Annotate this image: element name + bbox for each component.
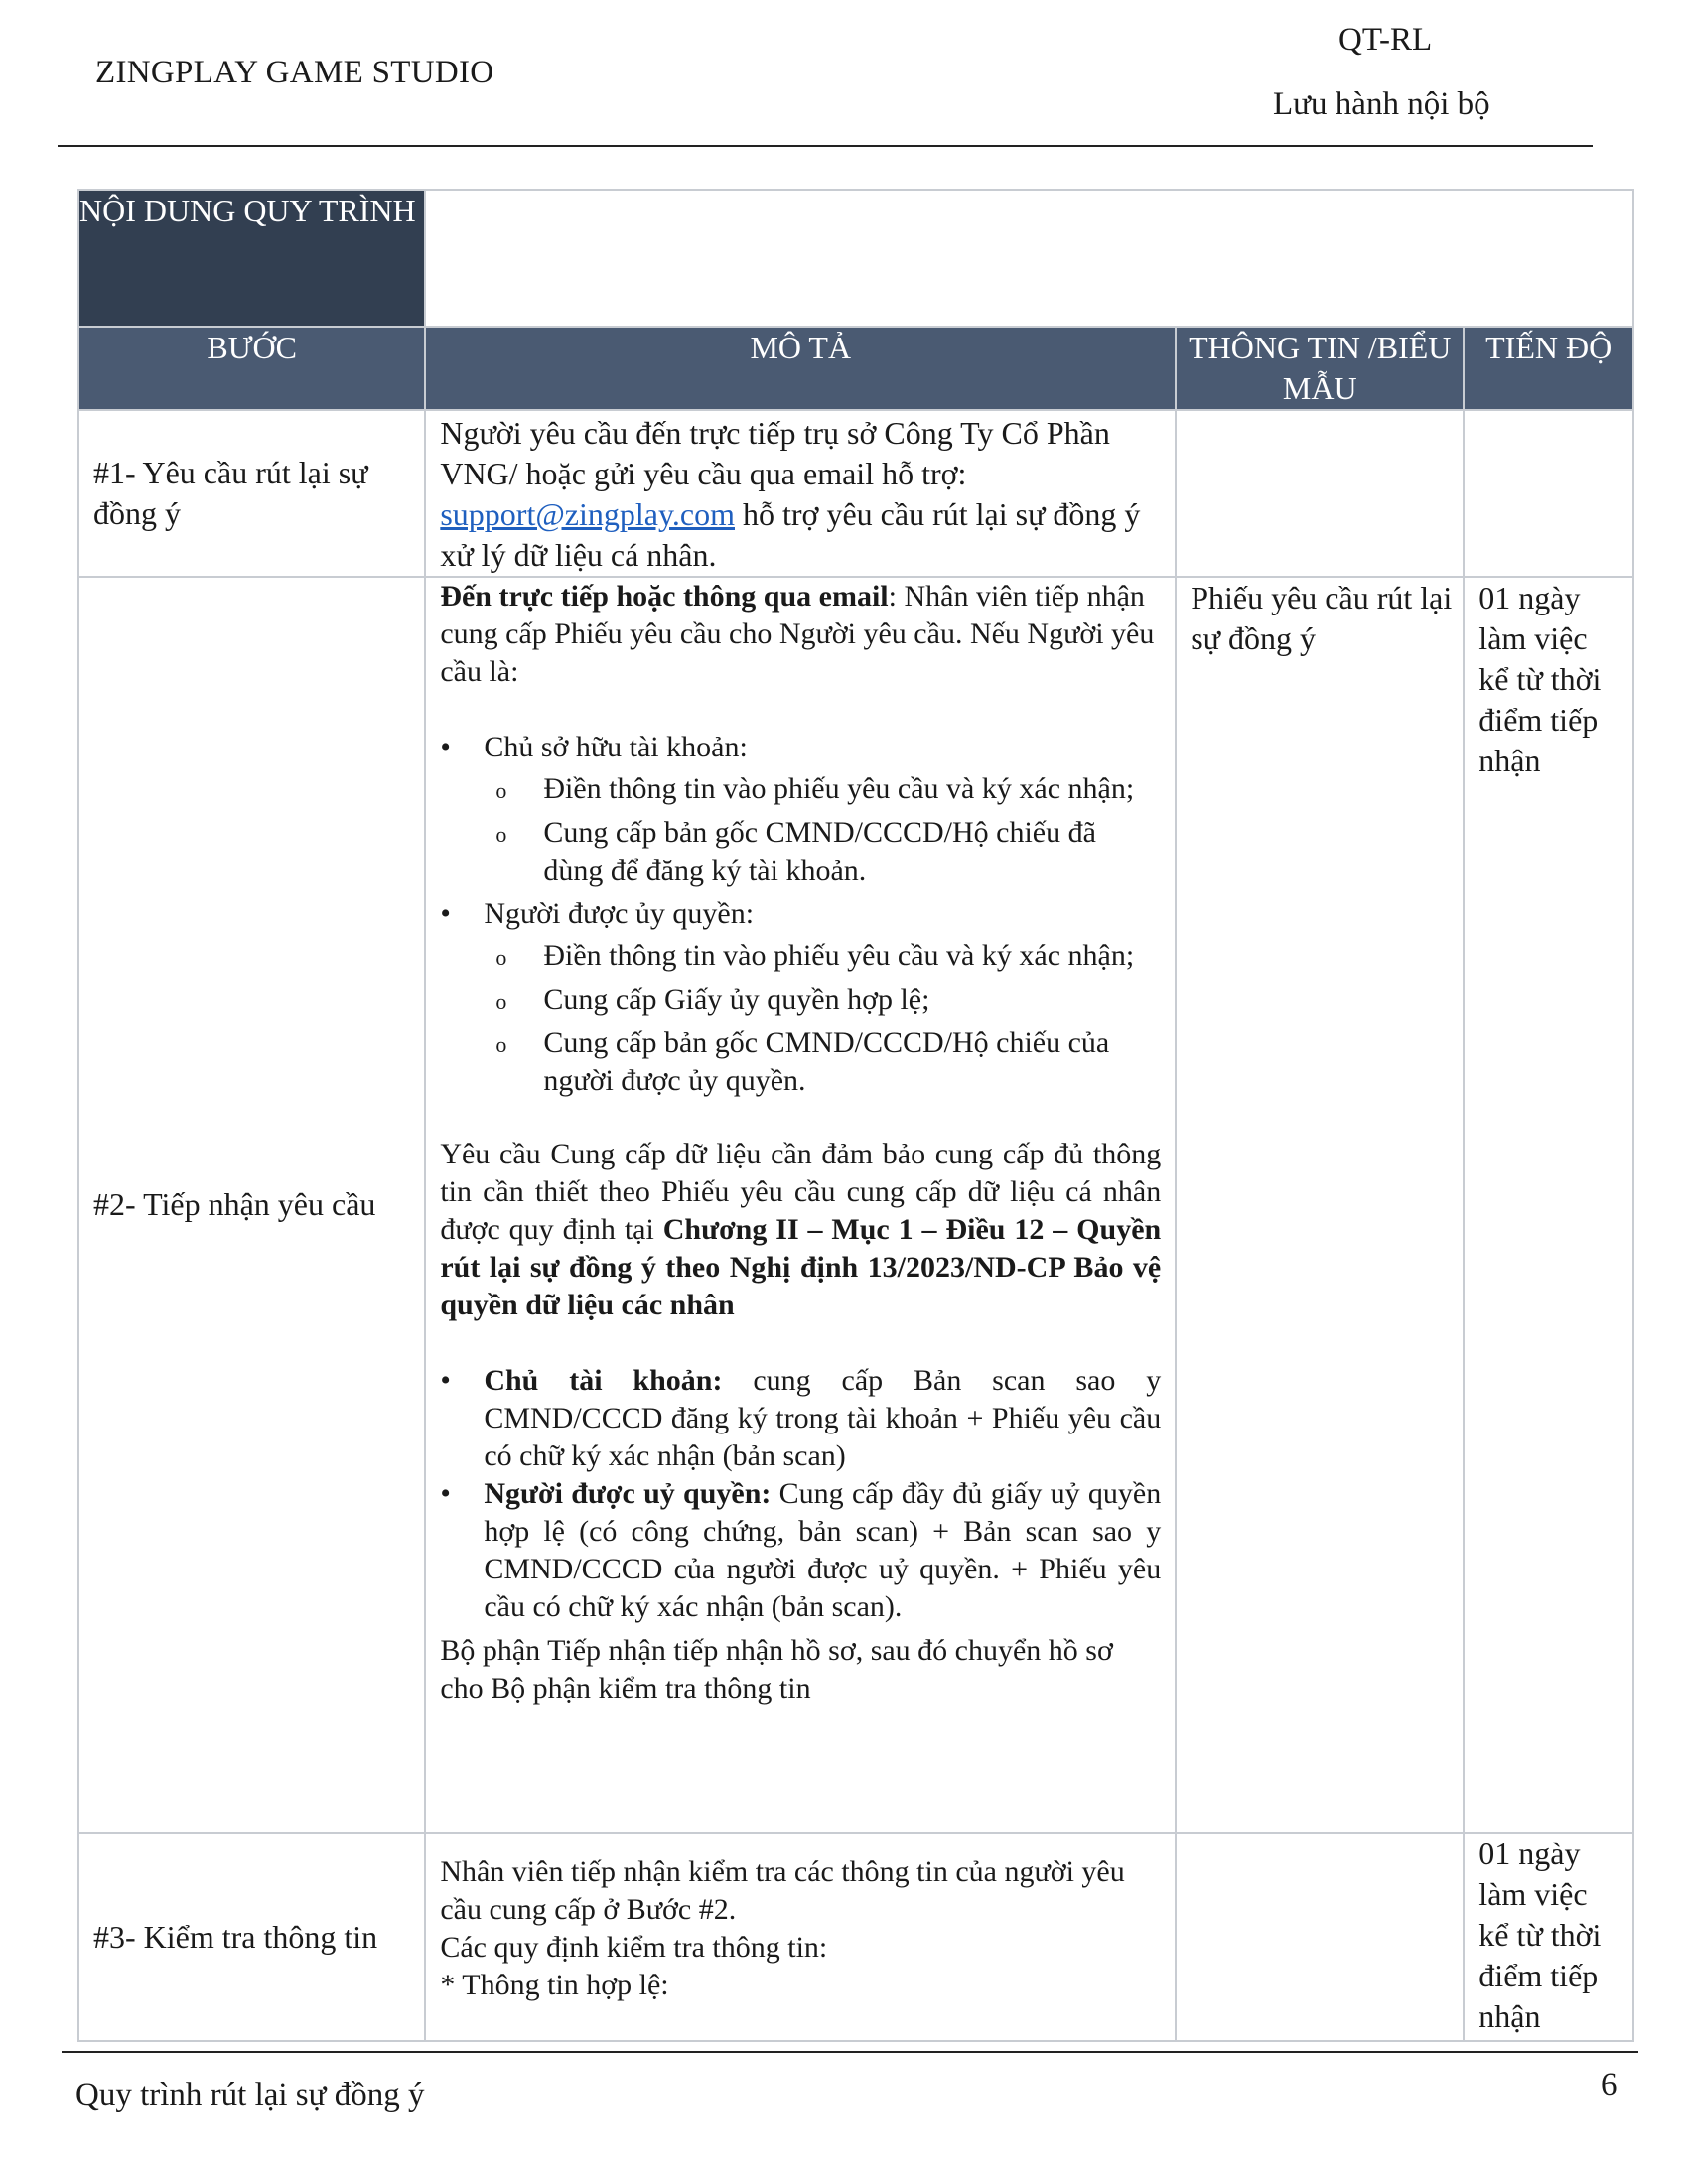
header-distribution: Lưu hành nội bộ: [1273, 86, 1490, 122]
list-item: [440, 1362, 1161, 1475]
step-label: #3- Kiểm tra thông tin: [93, 1918, 378, 1955]
info-cell: [1176, 577, 1464, 1833]
step-cell: [78, 577, 425, 1833]
column-header-info: THÔNG TIN /BIỂU MẪU: [1176, 327, 1464, 410]
timeline-text: 01 ngày làm việc kể từ thời điểm tiếp nhận: [1478, 1836, 1602, 2034]
description-text-before: Người yêu cầu đến trực tiếp trụ sở Công Ty Cổ Phần VNG/ hoặc gửi yêu cầu qua email hỗ trợ:: [440, 415, 1110, 491]
description-cell: [425, 577, 1176, 1833]
header-divider: [58, 145, 1593, 147]
case-sublist: [484, 770, 1161, 889]
submission-list: [440, 1362, 1161, 1626]
regulation-reference: Chương II – Mục 1 – Điều 12 – Quyền rút lại sự đồng ý theo Nghị định 13/2023/ND-CP Bảo vệ quyền dữ liệu các nhân: [440, 1213, 1162, 1321]
header-doc-code: QT-RL: [1338, 22, 1433, 58]
case-sublist: [484, 937, 1161, 1100]
intro-text: : Nhân viên tiếp nhận cung cấp Phiếu yêu cầu cho Người yêu cầu. Nếu Người yêu cầu là:: [440, 580, 1155, 688]
description-body: [426, 578, 1175, 1707]
description-text-after: hỗ trợ yêu cầu rút lại sự đồng ý xử lý dữ liệu cá nhân.: [440, 496, 1141, 573]
timeline-cell: [1464, 577, 1633, 1833]
description-body: [426, 1834, 1175, 2004]
table-title-row: [78, 190, 1633, 327]
page-number: 6: [1601, 2067, 1618, 2103]
closing-paragraph: Bộ phận Tiếp nhận tiếp nhận hồ sơ, sau đó chuyển hồ sơ cho Bộ phận kiểm tra thông tin: [440, 1634, 1113, 1705]
bullet-text: cung cấp Bản scan sao y CMND/CCCD đăng ký trong tài khoản + Phiếu yêu cầu có chữ ký xác nhận (bản scan): [484, 1364, 1162, 1472]
list-item: [440, 729, 1161, 889]
column-header-description: MÔ TẢ: [425, 327, 1176, 410]
list-item: o Điền thông tin vào phiếu yêu cầu và ký xác nhận;: [484, 937, 1161, 975]
check-line: * Thông tin hợp lệ:: [440, 1969, 669, 2001]
list-item: o Cung cấp bản gốc CMND/CCCD/Hộ chiếu đã dùng để đăng ký tài khoản.: [484, 814, 1161, 889]
step-label: #2- Tiếp nhận yêu cầu: [93, 1186, 376, 1222]
column-header-row: [78, 327, 1633, 410]
regulation-text: Yêu cầu Cung cấp dữ liệu cần đảm bảo cung cấp đủ thông tin cần thiết theo Phiếu yêu cầu cung cấp dữ liệu cá nhân được quy định tại: [440, 1138, 1162, 1246]
list-item: [440, 1475, 1161, 1626]
case-label: Chủ sở hữu tài khoản:: [484, 731, 748, 763]
info-cell: [1176, 1833, 1464, 2041]
list-item: o Cung cấp bản gốc CMND/CCCD/Hộ chiếu của người được ủy quyền.: [484, 1024, 1161, 1100]
header-company: ZINGPLAY GAME STUDIO: [95, 55, 494, 90]
timeline-cell: [1464, 410, 1633, 577]
bullet-bold: Chủ tài khoản:: [484, 1364, 723, 1397]
timeline-cell: [1464, 1833, 1633, 2041]
info-text: Phiếu yêu cầu rút lại sự đồng ý: [1191, 580, 1453, 656]
procedure-title: NỘI DUNG QUY TRÌNH: [78, 190, 425, 327]
table-row: [78, 577, 1633, 1833]
case-label: Người được ủy quyền:: [484, 897, 755, 930]
bullet-bold: Người được uỷ quyền:: [484, 1477, 772, 1510]
description-cell: [425, 1833, 1176, 2041]
description-text: [426, 411, 1175, 576]
step-cell: [78, 410, 425, 577]
footer-title: Quy trình rút lại sự đồng ý: [75, 2077, 425, 2113]
column-header-step: BƯỚC: [78, 327, 425, 410]
list-item: [440, 895, 1161, 1100]
step-label: #1- Yêu cầu rút lại sự đồng ý: [93, 455, 368, 531]
table-row: [78, 1833, 1633, 2041]
description-cell: [425, 410, 1176, 577]
table-row: [78, 410, 1633, 577]
bullet-text: Cung cấp đầy đủ giấy uỷ quyền hợp lệ (có công chứng, bản scan) + Bản scan sao y CMND/CCCD của người được uỷ quyền. + Phiếu yêu cầu có chữ ký xác nhận (bản scan).: [484, 1477, 1162, 1623]
list-item: o Điền thông tin vào phiếu yêu cầu và ký xác nhận;: [484, 770, 1161, 808]
intro-paragraph: [440, 578, 1161, 691]
check-line: Các quy định kiểm tra thông tin:: [440, 1931, 828, 1964]
title-blank-cell: [425, 190, 1633, 327]
requester-case-list: [440, 729, 1161, 1100]
footer-divider: [62, 2051, 1638, 2053]
info-cell: [1176, 410, 1464, 577]
step-cell: [78, 1833, 425, 2041]
regulation-paragraph: [440, 1136, 1161, 1324]
intro-bold: Đến trực tiếp hoặc thông qua email: [440, 580, 889, 613]
list-item: o Cung cấp Giấy ủy quyền hợp lệ;: [484, 981, 1161, 1019]
support-email-link[interactable]: support@zingplay.com: [440, 496, 735, 532]
procedure-table: [77, 189, 1634, 2042]
column-header-timeline: TIẾN ĐỘ: [1464, 327, 1633, 410]
timeline-text: 01 ngày làm việc kể từ thời điểm tiếp nhận: [1478, 580, 1602, 778]
check-line: Nhân viên tiếp nhận kiểm tra các thông tin của người yêu cầu cung cấp ở Bước #2.: [440, 1855, 1125, 1926]
